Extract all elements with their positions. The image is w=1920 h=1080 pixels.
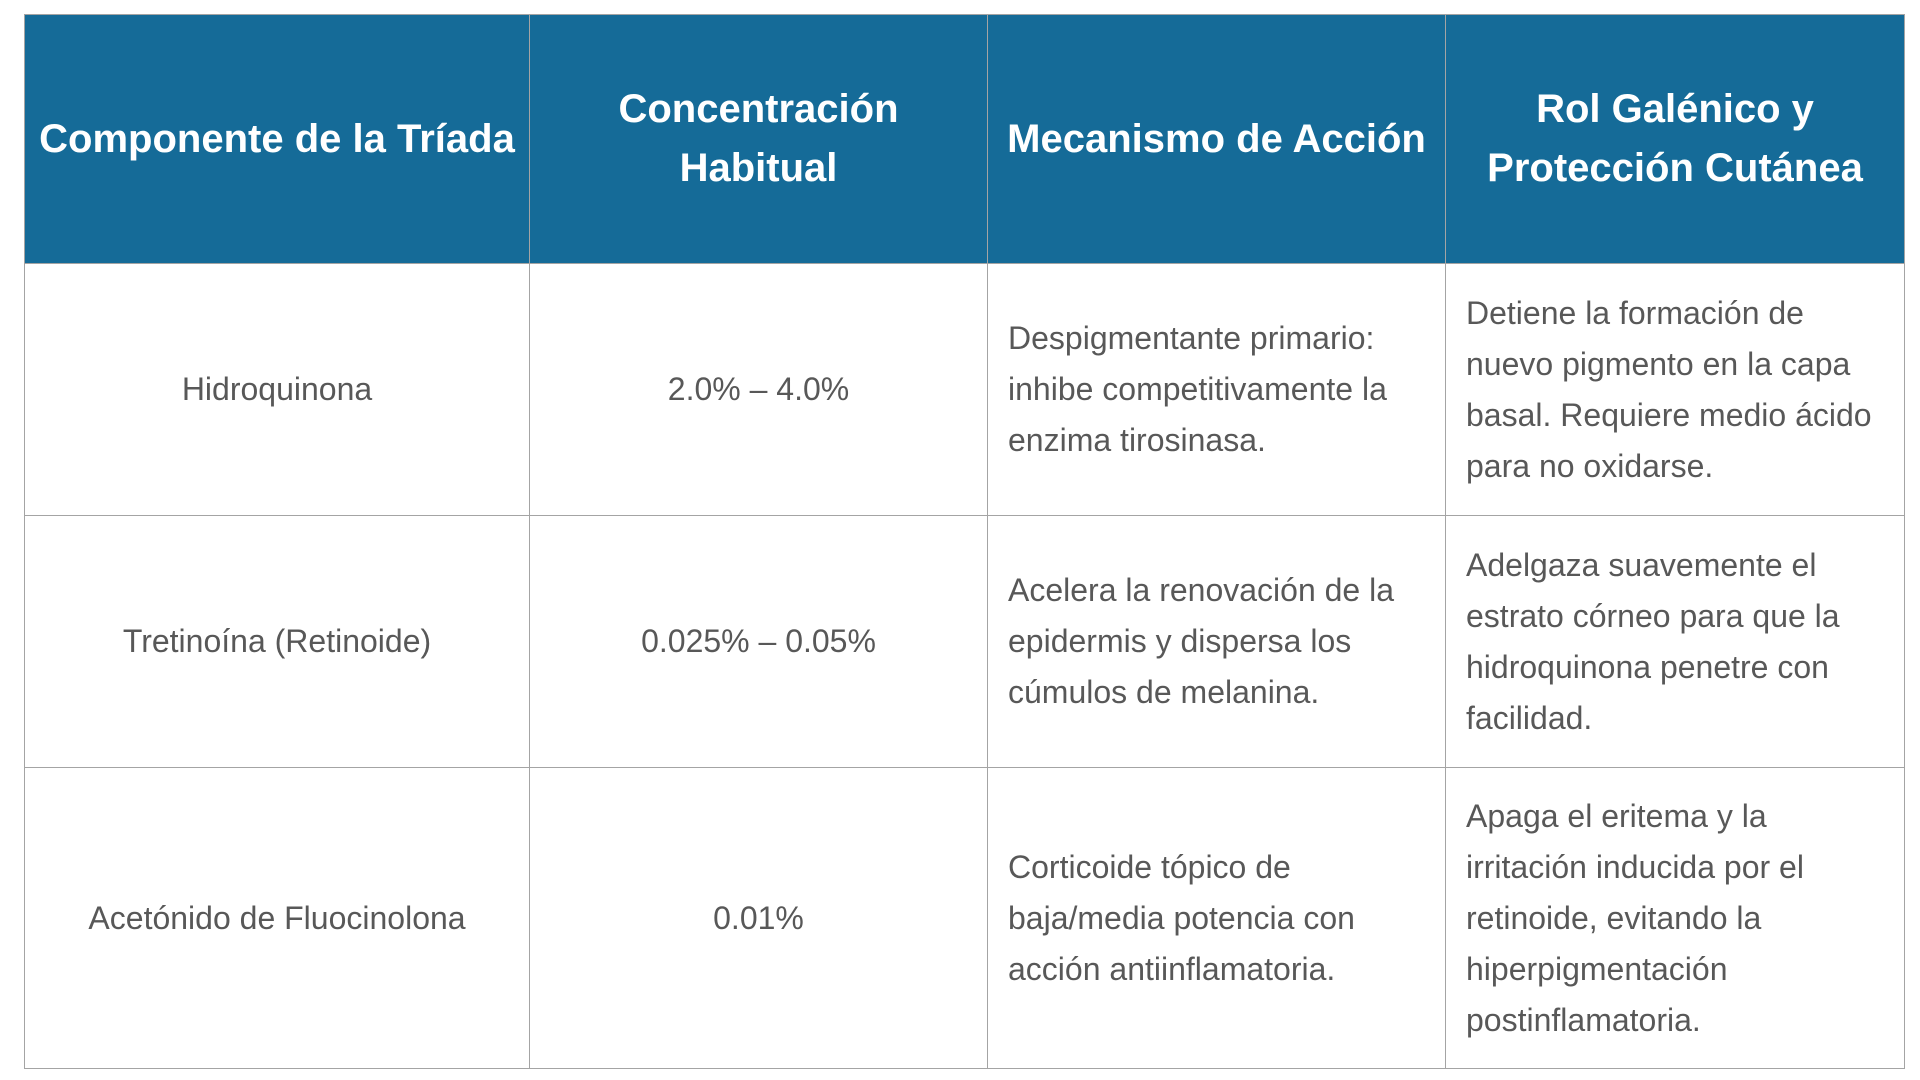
header-row <box>25 15 1905 264</box>
table-body <box>25 264 1905 1069</box>
cell-mecanismo: Corticoide tópico de baja/media potencia con acción antiinflamatoria. <box>988 768 1446 1069</box>
cell-componente: Hidroquinona <box>25 264 530 516</box>
cell-concentracion: 0.01% <box>530 768 988 1069</box>
cell-rol: Detiene la formación de nuevo pigmento en la capa basal. Requiere medio ácido para no oxidarse. <box>1446 264 1905 516</box>
cell-componente: Tretinoína (Retinoide) <box>25 516 530 768</box>
header-rol: Rol Galénico y Protección Cutánea <box>1446 15 1905 264</box>
cell-concentracion: 2.0% – 4.0% <box>530 264 988 516</box>
cell-rol: Apaga el eritema y la irritación inducida por el retinoide, evitando la hiperpigmentación postinflamatoria. <box>1446 768 1905 1069</box>
cell-mecanismo: Acelera la renovación de la epidermis y dispersa los cúmulos de melanina. <box>988 516 1446 768</box>
table-header <box>25 15 1905 264</box>
header-mecanismo: Mecanismo de Acción <box>988 15 1446 264</box>
table-row <box>25 768 1905 1069</box>
header-concentracion: Concentración Habitual <box>530 15 988 264</box>
cell-componente: Acetónido de Fluocinolona <box>25 768 530 1069</box>
table-row <box>25 516 1905 768</box>
triad-table <box>24 14 1905 1069</box>
cell-concentracion: 0.025% – 0.05% <box>530 516 988 768</box>
table-row <box>25 264 1905 516</box>
cell-mecanismo: Despigmentante primario: inhibe competitivamente la enzima tirosinasa. <box>988 264 1446 516</box>
cell-rol: Adelgaza suavemente el estrato córneo para que la hidroquinona penetre con facilidad. <box>1446 516 1905 768</box>
header-componente: Componente de la Tríada <box>25 15 530 264</box>
